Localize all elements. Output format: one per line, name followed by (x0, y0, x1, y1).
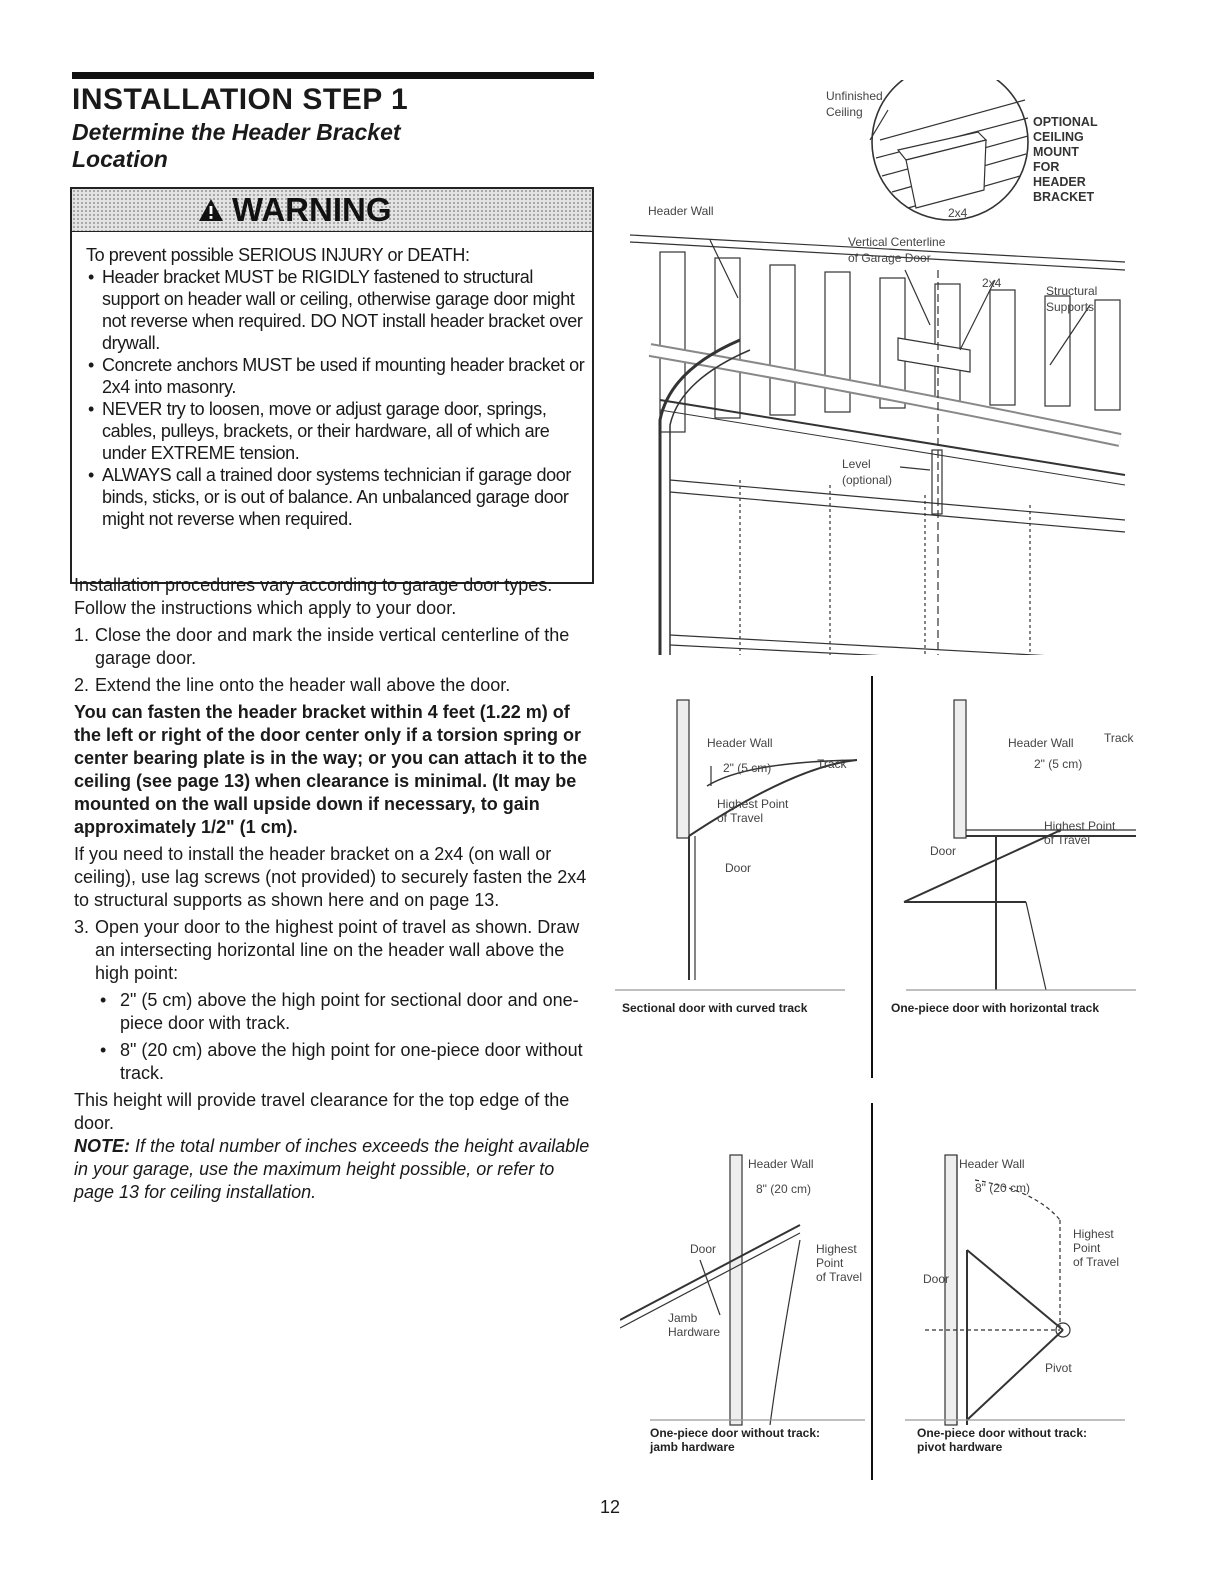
label-optional-level: (optional) (842, 473, 893, 487)
label-header-wall: Header Wall (707, 736, 773, 750)
label-ceiling: Ceiling (826, 105, 863, 119)
caption-jamb-line1: One-piece door without track: (650, 1426, 821, 1440)
top-rule (72, 72, 594, 79)
pivot-hardware-figure (895, 1150, 1145, 1460)
note-text: If the total number of inches exceeds the height available in your garage, use the maximum height possible, or refer to page 13 for ceiling installation. (74, 1136, 590, 1202)
label-header-wall: Header Wall (959, 1157, 1025, 1171)
label-highest-point: Highest Point (717, 797, 789, 811)
label-mount: MOUNT (1033, 145, 1079, 159)
sub-bullet-text: 8" (20 cm) above the high point for one-piece door without track. (120, 1040, 583, 1083)
label-measure: 8" (20 cm) (756, 1182, 811, 1196)
caption-one-piece-track: One-piece door with horizontal track (891, 1001, 1100, 1015)
label-vertical-centerline: Vertical Centerline (848, 235, 946, 249)
warning-box (70, 187, 594, 584)
caption-pivot-line2: pivot hardware (917, 1440, 1003, 1454)
page-subtitle (72, 119, 401, 173)
label-track: Track (1104, 731, 1134, 745)
label-door: Door (725, 861, 752, 875)
label-door: Door (930, 844, 957, 858)
label-measure: 2" (5 cm) (723, 761, 772, 775)
bold-instruction: You can fasten the header bracket within 4 feet (1.22 m) of the left or right of the door center only if a torsion spring or center bearing plate is in the way; or you can attach it to the ceiling (see page 13) when clearance is minimal. (It may be mounted on the wall upside down if necessary, to gain approximately 1/2" (1 cm). (74, 702, 588, 837)
label-hardware: Hardware (668, 1325, 721, 1339)
warning-title-text: WARNING (232, 191, 392, 228)
page-title: INSTALLATION STEP 1 (72, 83, 409, 116)
step-number: 3. (74, 917, 90, 937)
step-2 (74, 674, 596, 697)
label-jamb: Jamb (668, 1311, 698, 1325)
label-header-wall: Header Wall (648, 204, 714, 218)
sub-bullet (100, 1039, 596, 1085)
label-2x4-wall: 2x4 (982, 276, 1002, 290)
two-by-four-paragraph: If you need to install the header bracket on a 2x4 (on wall or ceiling), use lag screws (not provided) to securely fasten the 2x4 to structural supports as shown here and on page 13. (74, 844, 587, 910)
warning-body (86, 244, 586, 530)
intro-paragraph: Installation procedures vary according to garage door types. Follow the instructions which apply to your door. (74, 575, 553, 618)
step-1 (74, 624, 596, 670)
note (74, 1135, 596, 1204)
label-measure: 8" (20 cm) (975, 1181, 1030, 1195)
sub-bullet (100, 989, 596, 1035)
label-of-travel: of Travel (717, 811, 764, 825)
label-level: Level (842, 457, 871, 471)
caption-pivot-line1: One-piece door without track: (917, 1426, 1088, 1440)
warning-bullet: • Concrete anchors MUST be used if mounting header bracket or 2x4 into masonry. (86, 354, 586, 398)
step-number: 2. (74, 675, 90, 695)
label-of-garage-door: of Garage Door (848, 251, 931, 265)
label-2x4-ceiling: 2x4 (948, 206, 968, 220)
warning-bullet: • ALWAYS call a trained door systems technician if garage door binds, sticks, or is out of balance. An unbalanced garage door might not reverse when required. (86, 464, 586, 530)
label-of-travel: of Travel (816, 1270, 863, 1284)
label-of-travel: of Travel (1073, 1255, 1120, 1269)
label-measure: 2" (5 cm) (1034, 757, 1083, 771)
instructions (74, 574, 596, 1204)
subtitle-line-1: Determine the Header Bracket (72, 119, 401, 145)
step-3 (74, 916, 596, 985)
bullet-glyph: • (100, 990, 107, 1010)
caption-sectional: Sectional door with curved track (622, 1001, 808, 1015)
label-header-wall: Header Wall (748, 1157, 814, 1171)
height-paragraph: This height will provide travel clearance for the top edge of the door. (74, 1090, 570, 1133)
label-point: Point (816, 1256, 844, 1270)
bullet-glyph: • (100, 1040, 107, 1060)
label-track: Track (817, 757, 847, 771)
figure-divider-top (871, 676, 873, 1078)
warning-bullet: • Header bracket MUST be RIGIDLY fastened to structural support on header wall or ceiling, otherwise garage door might not reverse when required. DO NOT install header bracket over drywall. (86, 266, 586, 354)
label-door: Door (923, 1272, 950, 1286)
one-piece-track-figure (886, 690, 1146, 1020)
warning-title (198, 191, 392, 229)
label-header-wall: Header Wall (1008, 736, 1074, 750)
warning-intro: To prevent possible SERIOUS INJURY or DEATH: (86, 245, 470, 265)
step-number: 1. (74, 625, 90, 645)
label-highest: Highest (816, 1242, 857, 1256)
page-number: 12 (600, 1497, 621, 1517)
garage-header-illustration (630, 80, 1130, 655)
label-point: Point (1073, 1241, 1101, 1255)
step-text: Extend the line onto the header wall above the door. (95, 675, 511, 695)
label-unfinished: Unfinished (826, 89, 883, 103)
step-text: Close the door and mark the inside vertical centerline of the garage door. (95, 625, 570, 668)
label-header: HEADER (1033, 175, 1086, 189)
warning-list (86, 266, 586, 530)
warning-bullet: • NEVER try to loosen, move or adjust garage door, springs, cables, pulleys, brackets, or their hardware, all of which are under EXTREME tension. (86, 398, 586, 464)
step-text: Open your door to the highest point of travel as shown. Draw an intersecting horizontal line on the header wall above the high point: (95, 917, 580, 983)
warning-triangle-icon (198, 198, 224, 222)
label-ceiling-mount: CEILING (1033, 130, 1084, 144)
caption-jamb-line2: jamb hardware (650, 1440, 735, 1454)
figure-divider-bottom (871, 1103, 873, 1480)
label-door: Door (690, 1242, 717, 1256)
label-of-travel: of Travel (1044, 833, 1091, 847)
label-highest: Highest (1073, 1227, 1114, 1241)
label-optional: OPTIONAL (1033, 115, 1098, 129)
warning-banner (72, 189, 592, 232)
sub-bullet-text: 2" (5 cm) above the high point for sectional door and one-piece door with track. (120, 990, 579, 1033)
subtitle-line-2: Location (72, 146, 168, 172)
label-highest-point: Highest Point (1044, 819, 1116, 833)
label-bracket: BRACKET (1033, 190, 1095, 204)
label-supports: Supports (1046, 300, 1095, 314)
sectional-door-figure (595, 690, 865, 1020)
label-pivot: Pivot (1045, 1361, 1072, 1375)
jamb-hardware-figure (620, 1150, 870, 1460)
label-for: FOR (1033, 160, 1060, 174)
note-label: NOTE: (74, 1136, 130, 1156)
label-structural: Structural (1046, 284, 1098, 298)
